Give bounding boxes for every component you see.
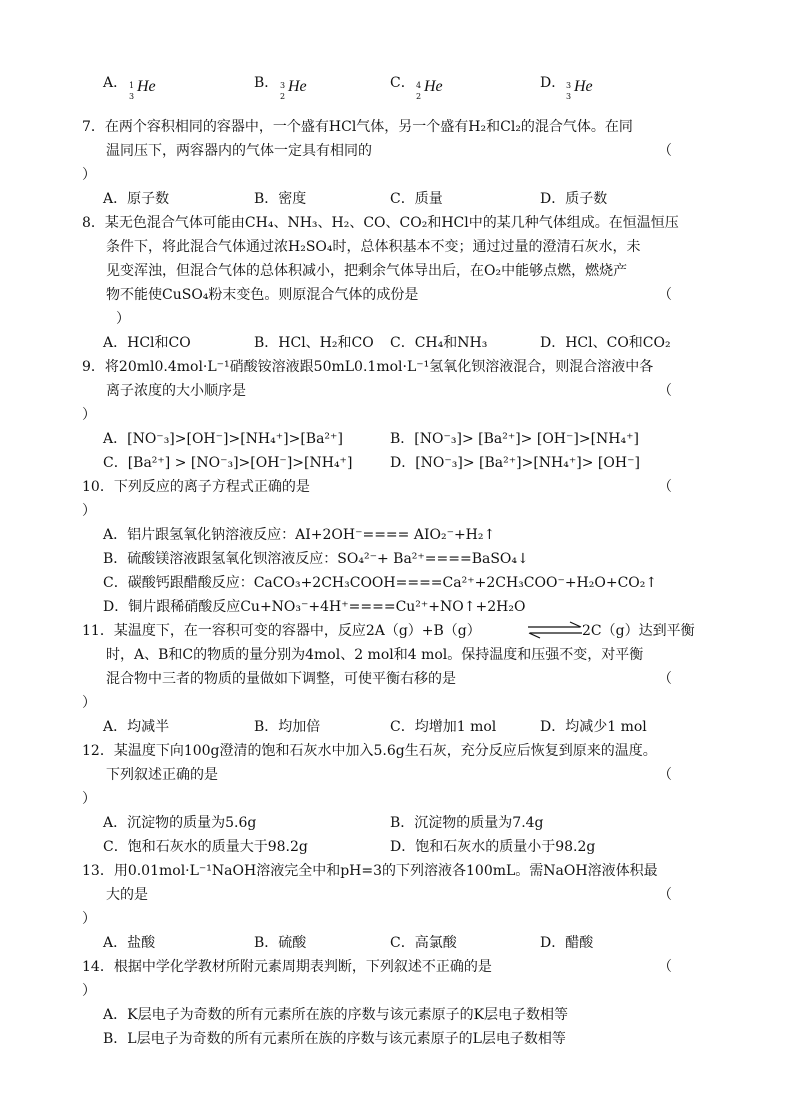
q10-option-d: D．铜片跟稀硝酸反应Cu+NO₃⁻+4H⁺====Cu²⁺+NO↑+2H₂O [103, 599, 526, 615]
atomic-number: 3 [566, 92, 572, 101]
q8-stem-line1: 8．某无色混合气体可能由CH₄、NH₃、H₂、CO、CO₂和HCl中的某几种气体组成。在恒温恒压 [82, 215, 679, 231]
answer-paren-open: （ [658, 959, 672, 975]
q11-option-d: D．均减少1 mol [540, 719, 647, 735]
answer-paren-close: ） [82, 503, 96, 519]
answer-paren-close: ） [82, 167, 96, 183]
element-symbol: He [288, 78, 307, 95]
q11-option-b: B．均加倍 [254, 719, 321, 735]
answer-paren-close: ） [82, 911, 96, 927]
q6-option-b [254, 74, 334, 102]
q7-option-a: A．原子数 [103, 191, 170, 207]
answer-paren-open: （ [658, 287, 672, 303]
element-symbol: He [574, 78, 593, 95]
q11-stem-line2: 时，A、B和C的物质的量分别为4mol、2 mol和4 mol。保持温度和压强不变，对平衡 [106, 647, 644, 663]
answer-paren-close: ） [116, 311, 130, 327]
mass-number: 4 [416, 81, 422, 90]
q8-stem-line3: 见变浑浊，但混合气体的总体积减小，把剩余气体导出后，在O₂中能够点燃，燃烧产 [106, 263, 628, 279]
q9-option-c: C．[Ba²⁺] > [NO⁻₃]>[OH⁻]>[NH₄⁺] [103, 455, 353, 471]
q8-option-a: A．HCl和CO [103, 335, 191, 351]
q11-stem-line1: 11．某温度下，在一容积可变的容器中，反应2A（g）+B（g） [82, 623, 481, 639]
q12-stem-line1: 12．某温度下向100g澄清的饱和石灰水中加入5.6g生石灰，充分反应后恢复到原来的温度。 [82, 743, 657, 759]
q7-option-b: B．密度 [254, 191, 307, 207]
q13-stem-line1: 13．用0.01mol·L⁻¹NaOH溶液完全中和pH=3的下列溶液各100mL。需NaOH溶液体积最 [82, 863, 658, 879]
q13-stem-line2: 大的是 [106, 887, 148, 903]
answer-paren-open: （ [658, 671, 672, 687]
q12-option-a: A．沉淀物的质量为5.6g [103, 815, 257, 831]
q11-option-a: A．均减半 [103, 719, 170, 735]
q9-option-d: D．[NO⁻₃]> [Ba²⁺]>[NH₄⁺]> [OH⁻] [390, 455, 640, 471]
q9-stem-line1: 9．将20ml0.4mol·L⁻¹硝酸铵溶液跟50mL0.1mol·L⁻¹氢氧化钡溶液混合，则混合溶液中各 [82, 359, 654, 375]
reversible-arrow-icon [524, 619, 586, 641]
q14-stem-line1: 14．根据中学化学教材所附元素周期表判断，下列叙述不正确的是 [82, 959, 492, 975]
mass-number: 3 [566, 81, 572, 90]
q8-stem-line4: 物不能使CuSO₄粉末变色。则原混合气体的成份是 [106, 287, 419, 303]
q12-option-c: C．饱和石灰水的质量大于98.2g [103, 839, 308, 855]
element-symbol: He [424, 78, 443, 95]
answer-paren-open: （ [658, 479, 672, 495]
option-label: A． [103, 75, 128, 91]
q10-option-a: A．铝片跟氢氧化钠溶液反应：AI+2OH⁻==== AIO₂⁻+H₂↑ [103, 527, 496, 543]
q10-option-c: C．碳酸钙跟醋酸反应：CaCO₃+2CH₃COOH====Ca²⁺+2CH₃COO⁻+H₂O+CO₂↑ [103, 575, 658, 591]
answer-paren-close: ） [82, 983, 96, 999]
q7-option-c: C．质量 [390, 191, 443, 207]
q10-stem-line1: 10．下列反应的离子方程式正确的是 [82, 479, 310, 495]
option-label: C． [390, 75, 415, 91]
q11-stem-line3: 混合物中三者的物质的量做如下调整，可使平衡右移的是 [106, 671, 456, 687]
q14-option-a: A．K层电子为奇数的所有元素所在族的序数与该元素原子的K层电子数相等 [103, 1007, 569, 1023]
answer-paren-close: ） [82, 407, 96, 423]
option-label: B． [254, 75, 279, 91]
atomic-number: 2 [280, 92, 286, 101]
answer-paren-close: ） [82, 791, 96, 807]
q12-option-d: D．饱和石灰水的质量小于98.2g [390, 839, 596, 855]
q12-stem-line2: 下列叙述正确的是 [106, 767, 218, 783]
q11-stem-line1-end: 2C（g）达到平衡 [582, 623, 695, 639]
q8-option-b: B．HCl、H₂和CO [254, 335, 374, 351]
q7-stem-line2: 温同压下，两容器内的气体一定具有相同的 [106, 143, 372, 159]
q11-option-c: C．均增加1 mol [390, 719, 497, 735]
atomic-number: 2 [416, 92, 422, 101]
mass-number: 1 [129, 81, 135, 90]
q6-option-d [540, 74, 620, 102]
q8-option-c: C．CH₄和NH₃ [390, 335, 488, 351]
q13-option-b: B．硫酸 [254, 935, 307, 951]
answer-paren-open: （ [658, 767, 672, 783]
mass-number: 3 [280, 81, 286, 90]
q13-option-c: C．高氯酸 [390, 935, 457, 951]
q6-option-a [103, 74, 183, 102]
q13-option-a: A．盐酸 [103, 935, 156, 951]
q9-option-a: A．[NO⁻₃]>[OH⁻]>[NH₄⁺]>[Ba²⁺] [103, 431, 343, 447]
q14-option-b: B．L层电子为奇数的所有元素所在族的序数与该元素原子的L层电子数相等 [103, 1031, 566, 1047]
q13-option-d: D．醋酸 [540, 935, 594, 951]
q7-stem-line1: 7．在两个容积相同的容器中，一个盛有HCl气体，另一个盛有H₂和Cl₂的混合气体。在同 [82, 119, 633, 135]
q10-option-b: B．硫酸镁溶液跟氢氧化钡溶液反应：SO₄²⁻+ Ba²⁺====BaSO₄↓ [103, 551, 529, 567]
q9-option-b: B．[NO⁻₃]> [Ba²⁺]> [OH⁻]>[NH₄⁺] [390, 431, 639, 447]
q8-option-d: D．HCl、CO和CO₂ [540, 335, 671, 351]
atomic-number: 3 [129, 92, 135, 101]
q9-stem-line2: 离子浓度的大小顺序是 [106, 383, 246, 399]
q8-stem-line2: 条件下，将此混合气体通过浓H₂SO₄时，总体积基本不变；通过过量的澄清石灰水，未 [106, 239, 641, 255]
q7-option-d: D．质子数 [540, 191, 608, 207]
option-label: D． [540, 75, 566, 91]
answer-paren-open: （ [658, 383, 672, 399]
answer-paren-open: （ [658, 143, 672, 159]
element-symbol: He [137, 78, 156, 95]
q6-option-c [390, 74, 470, 102]
answer-paren-open: （ [658, 887, 672, 903]
q12-option-b: B．沉淀物的质量为7.4g [390, 815, 544, 831]
answer-paren-close: ） [82, 695, 96, 711]
